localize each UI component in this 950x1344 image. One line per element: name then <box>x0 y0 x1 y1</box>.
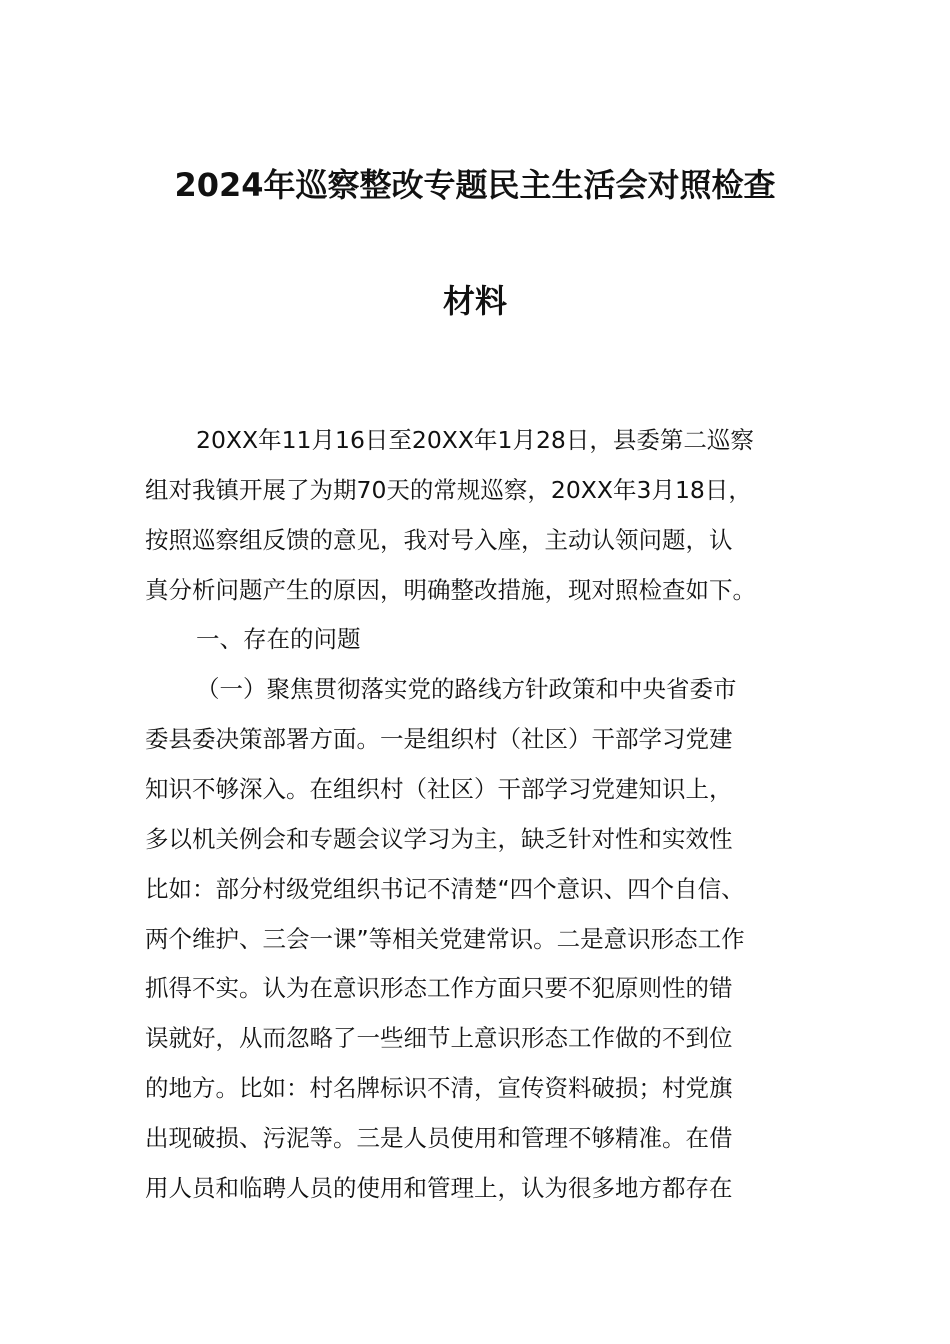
section-heading: 一、存在的问题 <box>196 625 361 653</box>
paragraph-line: 知识不够深入。在组织村（社区）干部学习党建知识上， <box>145 775 733 803</box>
paragraph-line: 两个维护、三会一课”等相关党建常识。二是意识形态工作 <box>145 925 745 953</box>
paragraph-line: 出现破损、污泥等。三是人员使用和管理不够精准。在借 <box>145 1124 733 1152</box>
document-title-line-2: 材料 <box>442 282 507 320</box>
paragraph-line: 误就好，从而忽略了一些细节上意识形态工作做的不到位 <box>145 1024 733 1052</box>
paragraph-line: 20XX年11月16日至20XX年1月28日，县委第二巡察 <box>196 426 754 454</box>
paragraph-line: 组对我镇开展了为期70天的常规巡察，20XX年3月18日， <box>145 476 752 504</box>
paragraph-line: 用人员和临聘人员的使用和管理上，认为很多地方都存在 <box>145 1174 733 1202</box>
subsection-line: （一）聚焦贯彻落实党的路线方针政策和中央省委市 <box>196 675 737 703</box>
paragraph-line: 的地方。比如：村名牌标识不清，宣传资料破损；村党旗 <box>145 1074 733 1102</box>
paragraph-line: 委县委决策部署方面。一是组织村（社区）干部学习党建 <box>145 725 733 753</box>
paragraph-line: 抓得不实。认为在意识形态工作方面只要不犯原则性的错 <box>145 974 733 1002</box>
paragraph-line: 比如：部分村级党组织书记不清楚“四个意识、四个自信、 <box>145 875 745 903</box>
paragraph-line: 真分析问题产生的原因，明确整改措施，现对照检查如下。 <box>145 576 756 604</box>
paragraph-line: 多以机关例会和专题会议学习为主，缺乏针对性和实效性 <box>145 825 733 853</box>
document-title-line-1: 2024年巡察整改专题民主生活会对照检查 <box>174 166 776 204</box>
paragraph-line: 按照巡察组反馈的意见，我对号入座，主动认领问题，认 <box>145 526 733 554</box>
